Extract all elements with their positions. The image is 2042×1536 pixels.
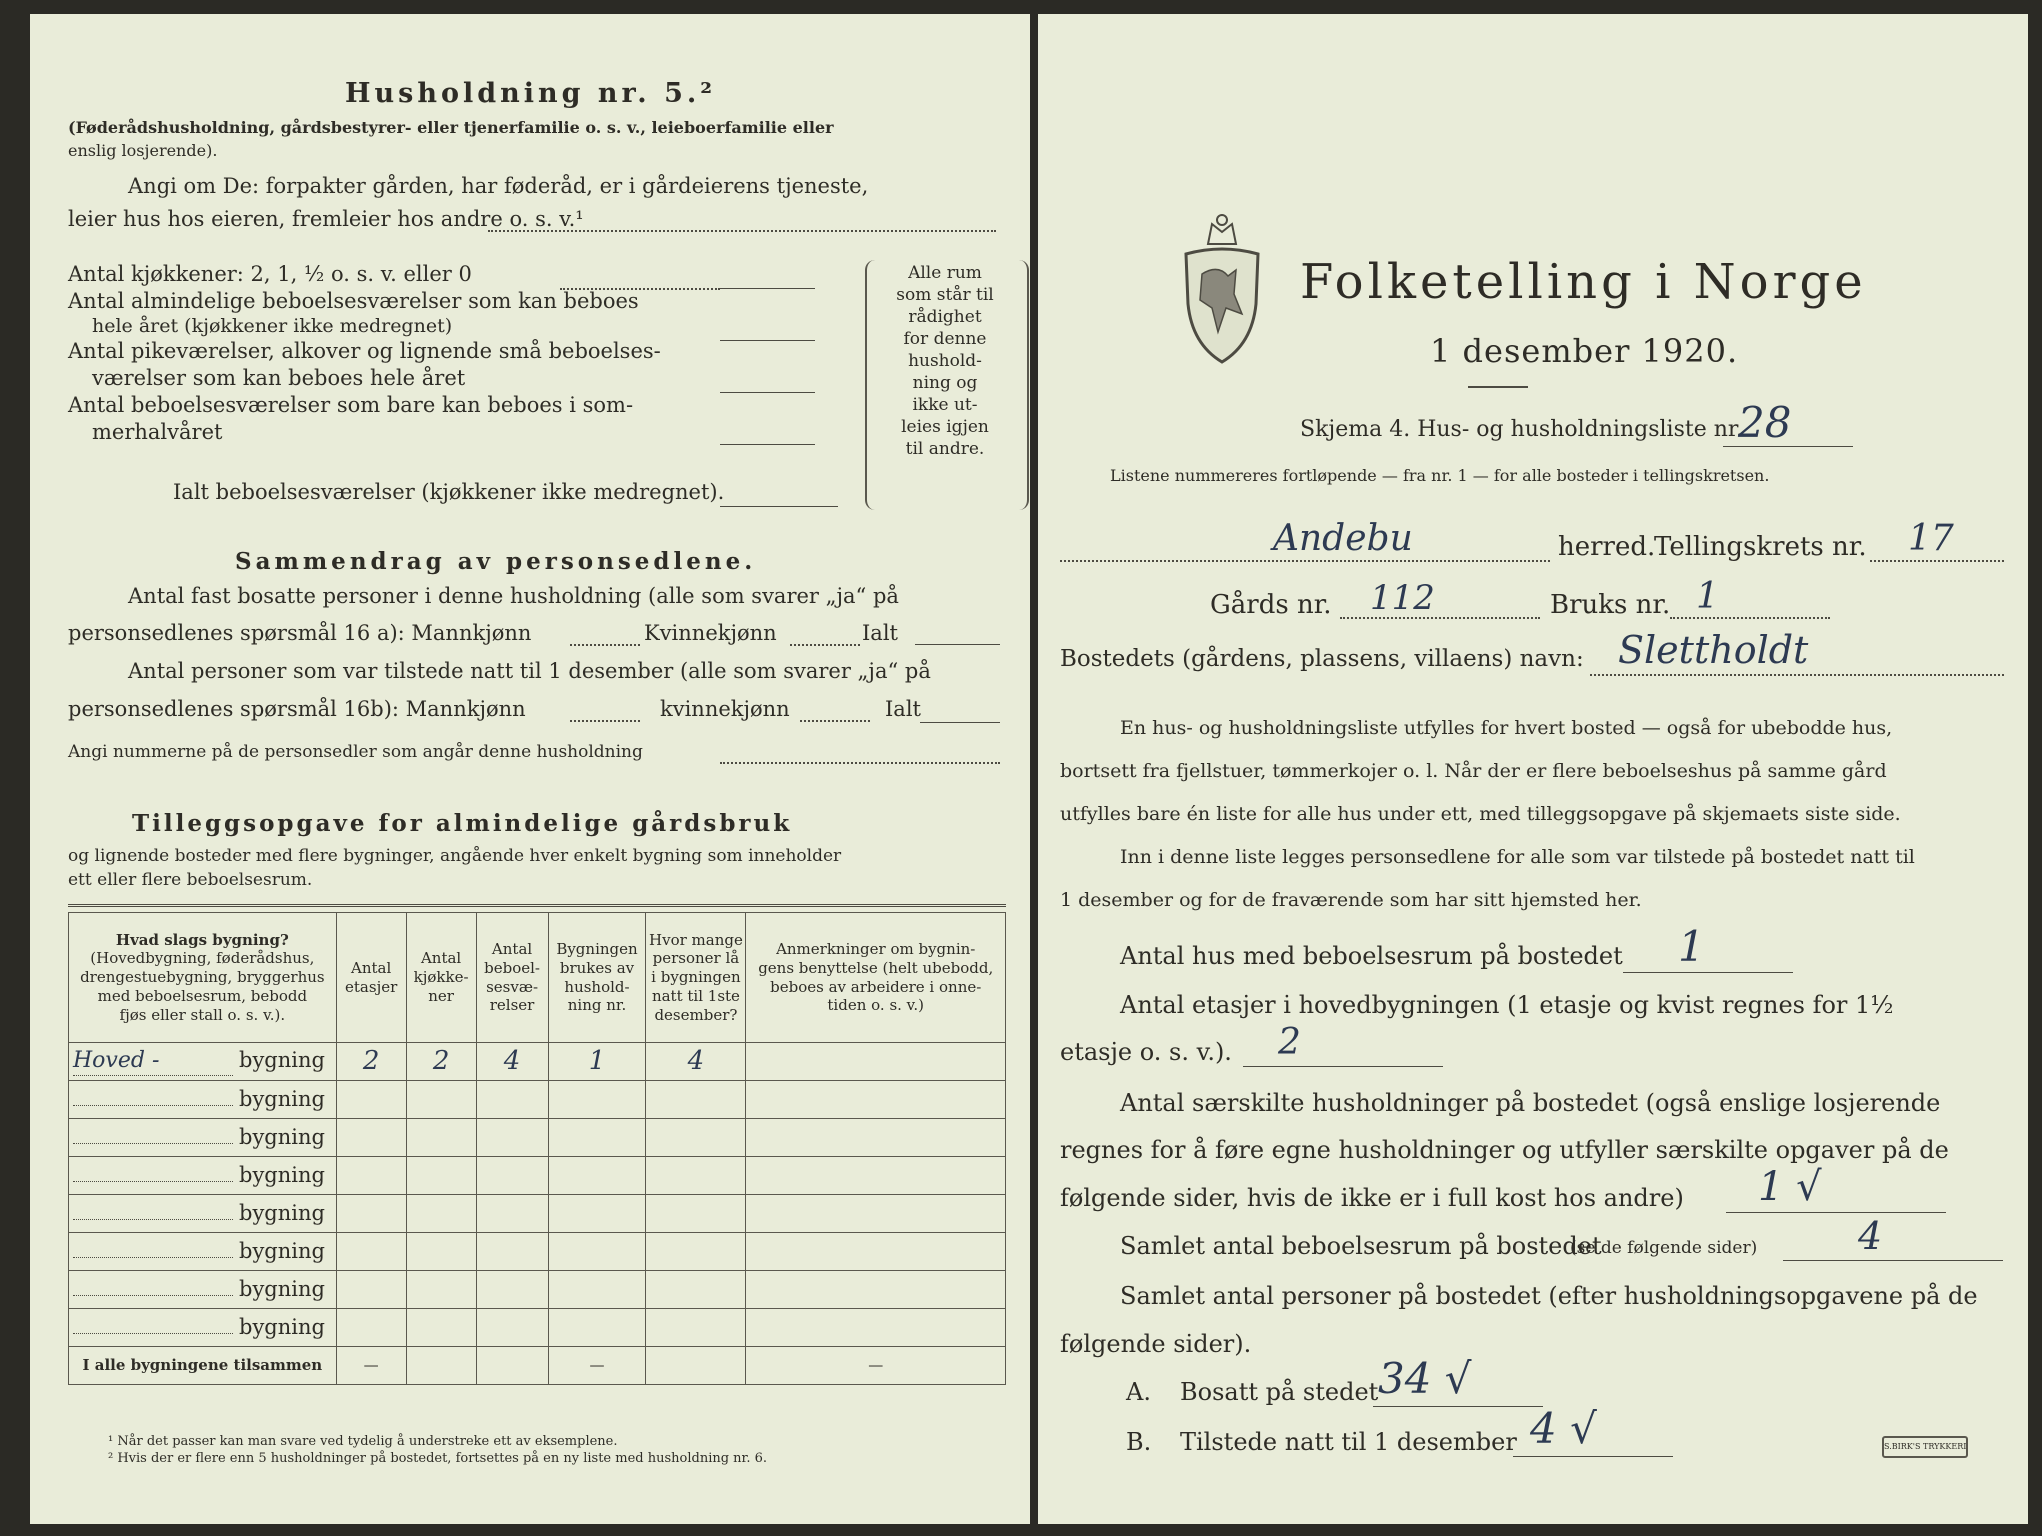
- row-kjokken-cell: [406, 1081, 476, 1119]
- q-etasjer-1: Antal etasjer i hovedbygningen (1 etasje og kvist regnes for 1½: [1120, 991, 1894, 1019]
- row-bygning-label: bygning: [239, 1315, 325, 1340]
- instr-2: bortsett fra fjellstuer, tømmerkojer o. l. Når der er flere beboelseshus på samme gård: [1060, 760, 1887, 782]
- kvinnekjonn-2-line: [800, 720, 870, 722]
- row-etasjer-cell: [336, 1233, 406, 1271]
- summary-line-3: Antal personer som var tilstede natt til 1 desember (alle som svarer „ja“ på: [128, 659, 931, 683]
- nummer-line: [720, 762, 1000, 764]
- row-bygning-label: bygning: [239, 1201, 325, 1226]
- tillegg-line-1: og lignende bosteder med flere bygninger, angående hver enkelt bygning som inneholder: [68, 846, 842, 866]
- header-line: gens benyttelse (helt ubebodd,: [758, 958, 994, 977]
- row-bygning-cell: [69, 1271, 337, 1309]
- total-label: I alle bygningene tilsammen: [69, 1347, 337, 1385]
- title-rule: [1468, 386, 1528, 388]
- q-hush-1: Antal særskilte husholdninger på bostedet (også enslige losjerende: [1120, 1089, 1941, 1117]
- row-personer-cell: [646, 1157, 746, 1195]
- header-kjokken: [406, 913, 476, 1043]
- herred-label: herred.: [1558, 532, 1656, 562]
- q-rum: Samlet antal beboelsesrum på bostedet: [1120, 1232, 1602, 1260]
- bruks-label: Bruks nr.: [1550, 590, 1671, 620]
- row-bygning-cell: [69, 1309, 337, 1347]
- listene-note: Listene nummereres fortløpende — fra nr. 1 — for alle bosteder i tellingskretsen.: [1110, 466, 1770, 485]
- total-personer: [646, 1347, 746, 1385]
- row-anm-cell: [746, 1233, 1006, 1271]
- row-rum-cell: [476, 1081, 548, 1119]
- row-personer-cell: [646, 1233, 746, 1271]
- header-line: sesvæ-: [486, 977, 539, 996]
- table-total-row: [69, 1347, 1006, 1385]
- q-etasjer-value: 2: [1278, 1022, 1301, 1063]
- row-bygning-label: bygning: [239, 1087, 325, 1112]
- row-husholdning-cell: [548, 1271, 646, 1309]
- summary-line-2: personsedlenes spørsmål 16 a): Mannkjønn: [68, 621, 532, 645]
- summary-line-4: personsedlenes spørsmål 16b): Mannkjønn: [68, 697, 526, 721]
- row-etasjer-cell: [336, 1119, 406, 1157]
- row-personer-cell: [646, 1271, 746, 1309]
- header-line: beboes av arbeidere i onne-: [770, 977, 982, 996]
- ialt-2: Ialt: [885, 697, 921, 721]
- header-etasjer: [336, 913, 406, 1043]
- skjema-label: Skjema 4. Hus- og husholdningsliste nr.: [1300, 417, 1743, 442]
- bosted-line: [1590, 674, 2004, 676]
- mannkjonn-1-line: [570, 644, 640, 646]
- b-value: 4 √: [1530, 1404, 1597, 1453]
- table-row: [69, 1271, 1006, 1309]
- row-anm-cell: [746, 1157, 1006, 1195]
- q-pers-1: Samlet antal personer på bostedet (efter husholdningsopgavene på de: [1120, 1282, 1978, 1310]
- row-building-name: [73, 1143, 233, 1144]
- row-etasjer-cell: [336, 1081, 406, 1119]
- tillegg-line-2: ett eller flere beboelsesrum.: [68, 870, 313, 890]
- row-kjokken-cell: [406, 1271, 476, 1309]
- skjema-nr: 28: [1738, 398, 1792, 447]
- q-rum-note: (se de følgende sider): [1570, 1238, 1758, 1258]
- brace-note-line: hushold-: [908, 351, 982, 371]
- q-hush-line: [1726, 1212, 1946, 1213]
- total-rum: [476, 1347, 548, 1385]
- footnote-2: ² Hvis der er flere enn 5 husholdninger på bostedet, fortsettes på en ny liste med husholdning nr. 6.: [108, 1451, 768, 1466]
- herred-value: Andebu: [1273, 518, 1413, 559]
- header-line: Hvor mange: [649, 930, 743, 949]
- table-row: [69, 1081, 1006, 1119]
- header-bygning: [69, 913, 337, 1043]
- q-hush-3: følgende sider, hvis de ikke er i full kost hos andre): [1060, 1184, 1684, 1212]
- q-hus-line: [1623, 972, 1793, 973]
- ialt-rooms: Ialt beboelsesværelser (kjøkkener ikke medregnet).: [173, 480, 725, 504]
- total-kjokken: [406, 1347, 476, 1385]
- header-line: drengestuebygning, bryggerhus: [80, 968, 325, 987]
- q-etasjer-2: etasje o. s. v.).: [1060, 1038, 1232, 1066]
- q-rum-value: 4: [1858, 1214, 1883, 1258]
- row-husholdning-cell: [548, 1157, 646, 1195]
- angi-line-1: Angi om De: forpakter gården, har føderåd, er i gårdeierens tjeneste,: [128, 174, 869, 198]
- form-title: Folketelling i Norge: [1300, 254, 1867, 310]
- row-building-name: [73, 1333, 233, 1334]
- row-etasjer-cell: 2: [336, 1043, 406, 1081]
- left-page: [30, 14, 1030, 1524]
- row-husholdning-cell: 1: [548, 1043, 646, 1081]
- row-personer-cell: [646, 1081, 746, 1119]
- form-date: 1 desember 1920.: [1430, 332, 1739, 370]
- row-bygning-cell: [69, 1195, 337, 1233]
- rooms-answer-line-2: [720, 340, 815, 341]
- footnote-1: ¹ Når det passer kan man svare ved tydelig å understreke ett av eksemplene.: [108, 1434, 618, 1449]
- total-anm: —: [746, 1347, 1006, 1385]
- instr-1: En hus- og husholdningsliste utfylles for hvert bosted — også for ubebodde hus,: [1120, 717, 1893, 739]
- tillegg-title: Tilleggsopgave for almindelige gårdsbruk: [132, 810, 793, 837]
- row-building-name: [73, 1219, 233, 1220]
- row-kjokken-cell: [406, 1157, 476, 1195]
- row-kjokken-cell: [406, 1119, 476, 1157]
- row-etasjer-cell: [336, 1195, 406, 1233]
- row-husholdning-cell: [548, 1119, 646, 1157]
- kvinnekjonn-1: Kvinnekjønn: [644, 621, 777, 645]
- row-bygning-label: bygning: [239, 1125, 325, 1150]
- row-building-name: [73, 1181, 233, 1182]
- gards-value: 112: [1370, 578, 1435, 618]
- row-rum-cell: [476, 1157, 548, 1195]
- row-kjokken-cell: 2: [406, 1043, 476, 1081]
- bruks-value: 1: [1696, 576, 1719, 617]
- header-line: brukes av: [559, 958, 635, 977]
- row-etasjer-cell: [336, 1157, 406, 1195]
- table-row: [69, 1195, 1006, 1233]
- row-personer-cell: [646, 1309, 746, 1347]
- row-anm-cell: [746, 1043, 1006, 1081]
- header-line: personer lå: [652, 949, 740, 968]
- coat-of-arms-icon: [1178, 204, 1266, 374]
- rooms-almindelige: Antal almindelige beboelsesværelser som kan beboes: [68, 289, 639, 313]
- row-kjokken-cell: [406, 1195, 476, 1233]
- row-bygning-cell: [69, 1119, 337, 1157]
- row-rum-cell: 4: [476, 1043, 548, 1081]
- row-anm-cell: [746, 1271, 1006, 1309]
- q-etasjer-line: [1243, 1066, 1443, 1067]
- header-line: natt til 1ste: [651, 986, 740, 1005]
- gards-label: Gårds nr.: [1210, 590, 1332, 620]
- husholdning-title: Husholdning nr. 5.²: [345, 78, 717, 109]
- q-rum-line: [1783, 1260, 2003, 1261]
- ialt-rooms-line: [720, 506, 838, 507]
- header-personer: [646, 913, 746, 1043]
- row-etasjer-cell: [336, 1271, 406, 1309]
- row-kjokken-cell: [406, 1233, 476, 1271]
- rooms-answer-line-1: [560, 288, 720, 290]
- row-kjokken-cell: [406, 1309, 476, 1347]
- row-building-name: [73, 1105, 233, 1106]
- krets-value: 17: [1908, 518, 1954, 559]
- row-rum-cell: [476, 1195, 548, 1233]
- row-anm-cell: [746, 1195, 1006, 1233]
- table-row: [69, 1043, 1006, 1081]
- brace-note-line: for denne: [903, 329, 987, 349]
- bosted-value: Slettholdt: [1618, 628, 1809, 672]
- b-line: [1513, 1456, 1673, 1457]
- header-line: desember?: [654, 1005, 738, 1024]
- b-label: B.: [1126, 1428, 1152, 1456]
- header-line: relser: [489, 996, 535, 1015]
- q-hus-value: 1: [1678, 922, 1705, 971]
- row-bygning-cell: [69, 1233, 337, 1271]
- row-building-name: [73, 1295, 233, 1296]
- brace-note-line: ikke ut-: [912, 395, 978, 415]
- header-anmerkninger: [746, 913, 1006, 1043]
- header-line: tiden o. s. v.): [827, 996, 924, 1015]
- table-row: [69, 1233, 1006, 1271]
- skjema-nr-line: [1723, 446, 1853, 447]
- ialt-2-line: [920, 722, 1000, 723]
- row-anm-cell: [746, 1081, 1006, 1119]
- ialt-1-line: [915, 644, 1000, 645]
- ialt-1: Ialt: [862, 621, 898, 645]
- instr-4: Inn i denne liste legges personsedlene for alle som var tilstede på bostedet natt til: [1120, 846, 1915, 868]
- header-line: ner: [428, 986, 454, 1005]
- row-etasjer-cell: [336, 1309, 406, 1347]
- instr-3: utfylles bare én liste for alle hus under ett, med tilleggsopgave på skjemaets siste side.: [1060, 803, 1901, 825]
- krets-line: [1870, 560, 2004, 562]
- header-line: med beboelsesrum, bebodd: [97, 986, 308, 1005]
- brace-note-line: ning og: [912, 373, 978, 393]
- rooms-answer-line-4: [720, 444, 815, 445]
- row-bygning-cell: [69, 1081, 337, 1119]
- angi-line-2: leier hus hos eieren, fremleier hos andre o. s. v.¹: [68, 207, 584, 231]
- header-line: Antal: [420, 949, 462, 968]
- buildings-table: [68, 912, 1006, 1385]
- rooms-pike-2: værelser som kan beboes hele året: [92, 366, 466, 390]
- table-row: [69, 1119, 1006, 1157]
- herred-line: [1060, 560, 1550, 562]
- brace-note-line: som står til: [896, 285, 994, 305]
- brace-note: [880, 262, 1010, 460]
- header-line: Bygningen: [556, 940, 638, 958]
- table-header-row: [69, 913, 1006, 1043]
- row-bygning-cell: [69, 1157, 337, 1195]
- row-bygning-cell: [69, 1043, 337, 1081]
- b-text: Tilstede natt til 1 desember: [1180, 1428, 1517, 1456]
- row-husholdning-cell: [548, 1195, 646, 1233]
- q-hus: Antal hus med beboelsesrum på bostedet: [1120, 942, 1623, 970]
- rooms-sommer-2: merhalvåret: [92, 420, 223, 444]
- header-line: etasjer: [345, 977, 398, 996]
- row-building-name: [73, 1257, 233, 1258]
- header-husholdning: [548, 913, 646, 1043]
- brace-note-line: leies igjen: [901, 417, 989, 437]
- right-page: [1038, 14, 2028, 1524]
- printer-stamp: S.BIRK'S TRYKKERI: [1882, 1436, 1968, 1458]
- row-rum-cell: [476, 1233, 548, 1271]
- brace-note-line: til andre.: [905, 439, 985, 459]
- table-body: [69, 1043, 1006, 1347]
- header-rum: [476, 913, 548, 1043]
- row-husholdning-cell: [548, 1081, 646, 1119]
- header-line: Hvad slags bygning?: [115, 930, 289, 949]
- table-row: [69, 1157, 1006, 1195]
- row-bygning-label: bygning: [239, 1163, 325, 1188]
- header-line: Anmerkninger om bygnin-: [776, 940, 976, 958]
- rooms-sommer: Antal beboelsesværelser som bare kan beboes i som-: [68, 393, 634, 417]
- row-anm-cell: [746, 1119, 1006, 1157]
- row-husholdning-cell: [548, 1309, 646, 1347]
- total-etasjer: —: [336, 1347, 406, 1385]
- q-hush-2: regnes for å føre egne husholdninger og utfyller særskilte opgaver på de: [1060, 1136, 1949, 1164]
- header-line: Antal: [351, 958, 392, 977]
- row-rum-cell: [476, 1119, 548, 1157]
- brace-note-line: rådighet: [908, 307, 982, 327]
- table-top-rule: [68, 904, 1006, 907]
- row-personer-cell: 4: [646, 1043, 746, 1081]
- a-text: Bosatt på stedet: [1180, 1378, 1379, 1406]
- mannkjonn-2-line: [570, 720, 640, 722]
- bruks-line: [1670, 617, 1830, 619]
- table-row: [69, 1309, 1006, 1347]
- header-line: beboel-: [484, 958, 540, 977]
- summary-line-1: Antal fast bosatte personer i denne husholdning (alle som svarer „ja“ på: [128, 584, 899, 608]
- row-personer-cell: [646, 1195, 746, 1233]
- angi-answer-line: [488, 230, 996, 232]
- row-personer-cell: [646, 1119, 746, 1157]
- rooms-kjokken: Antal kjøkkener: 2, 1, ½ o. s. v. eller 0: [68, 262, 472, 286]
- row-building-name: Hoved -: [73, 1047, 233, 1076]
- row-rum-cell: [476, 1271, 548, 1309]
- header-line: ning nr.: [567, 996, 627, 1015]
- header-line: Antal: [491, 940, 533, 958]
- row-bygning-label: bygning: [239, 1239, 325, 1264]
- rooms-hele-aret: hele året (kjøkkener ikke medregnet): [92, 315, 453, 337]
- rooms-answer-line-3: [720, 392, 815, 393]
- row-bygning-label: bygning: [239, 1277, 325, 1302]
- rooms-pike: Antal pikeværelser, alkover og lignende små beboelses-: [68, 339, 661, 363]
- a-value: 34 √: [1378, 1354, 1472, 1403]
- brace-note-line: Alle rum: [908, 263, 982, 283]
- q-hush-value: 1 √: [1758, 1164, 1822, 1210]
- krets-label: Tellingskrets nr.: [1654, 532, 1867, 562]
- intro-line-2: enslig losjerende).: [68, 141, 218, 160]
- total-husholdning: —: [548, 1347, 646, 1385]
- bosted-label: Bostedets (gårdens, plassens, villaens) navn:: [1060, 646, 1584, 672]
- row-bygning-label: bygning: [239, 1048, 325, 1073]
- q-pers-2: følgende sider).: [1060, 1330, 1252, 1358]
- row-rum-cell: [476, 1309, 548, 1347]
- intro-line-1: (Føderådshusholdning, gårdsbestyrer- eller tjenerfamilie o. s. v., leieboerfamilie eller: [68, 118, 834, 137]
- header-line: hushold-: [564, 977, 630, 996]
- a-line: [1373, 1406, 1543, 1407]
- rooms-answer-line-1b: [720, 288, 815, 289]
- summary-title: Sammendrag av personsedlene.: [235, 548, 757, 575]
- kvinnekjonn-2: kvinnekjønn: [660, 697, 790, 721]
- header-line: (Hovedbygning, føderådshus,: [90, 949, 315, 968]
- instr-5: 1 desember og for de fraværende som har sitt hjemsted her.: [1060, 889, 1642, 911]
- row-husholdning-cell: [548, 1233, 646, 1271]
- summary-nummer: Angi nummerne på de personsedler som angår denne husholdning: [68, 742, 643, 762]
- row-anm-cell: [746, 1309, 1006, 1347]
- header-line: kjøkke-: [413, 968, 469, 987]
- a-label: A.: [1126, 1378, 1151, 1406]
- header-line: fjøs eller stall o. s. v.).: [119, 1005, 286, 1024]
- header-line: i bygningen: [651, 968, 741, 987]
- kvinnekjonn-1-line: [790, 644, 860, 646]
